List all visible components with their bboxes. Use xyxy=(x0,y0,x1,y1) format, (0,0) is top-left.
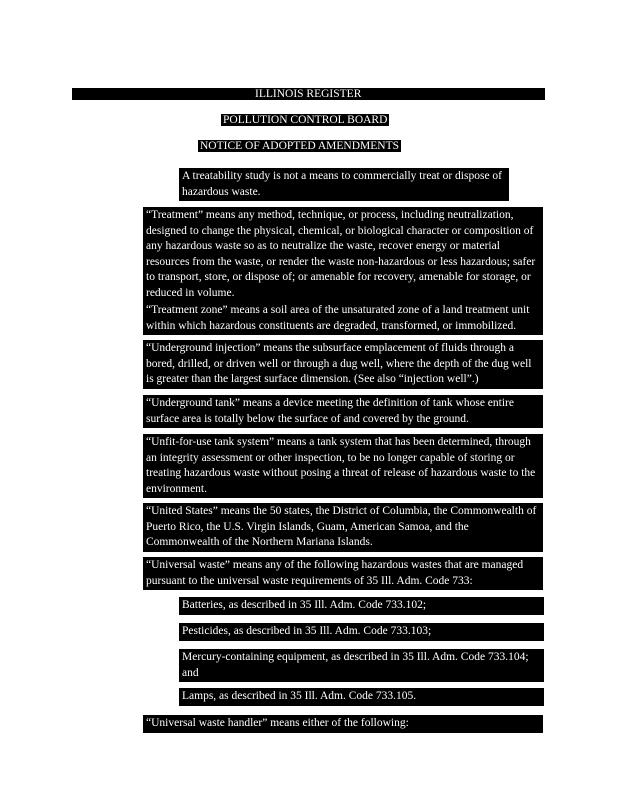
paragraph-united-states: “United States” means the 50 states, the District of Columbia, the Commonwealth of Puerto Rico, the U.S. Virgin Islands, Guam, American Samoa, and the Commonwealth of the Northern Mariana Islands. xyxy=(143,503,543,552)
paragraph-treatment-zone: “Treatment zone” means a soil area of the unsaturated zone of a land treatment unit within which hazardous constituents are degraded, transformed, or immobilized. xyxy=(143,302,543,335)
list-item-mercury: Mercury-containing equipment, as described in 35 Ill. Adm. Code 733.104; and xyxy=(179,649,544,682)
paragraph-unfit-tank-system: “Unfit-for-use tank system” means a tank system that has been determined, through an integrity assessment or other inspection, to be no longer capable of storing or treating hazardous waste without posing a threat of release of hazardous waste to the environment. xyxy=(143,434,543,498)
paragraph-treatment: “Treatment” means any method, technique, or process, including neutralization, designed to change the physical, chemical, or biological character or composition of any hazardous waste so as to neutralize the waste, recover energy or material resources from the waste, or render the waste non-hazardous or less hazardous; safer to transport, store, or dispose of; or amenable for recovery, amenable for storage, or reduced in volume. xyxy=(143,207,543,302)
board-title: POLLUTION CONTROL BOARD xyxy=(223,114,388,126)
register-title: ILLINOIS REGISTER xyxy=(255,88,362,100)
paragraph-universal-waste: “Universal waste” means any of the following hazardous wastes that are managed pursuant to the universal waste requirements of 35 Ill. Adm. Code 733: xyxy=(143,557,543,590)
paragraph-universal-waste-handler: “Universal waste handler” means either of the following: xyxy=(143,715,543,733)
paragraph-underground-injection: “Underground injection” means the subsurface emplacement of fluids through a bored, drilled, or driven well or through a dug well, where the depth of the dug well is greater than the largest surface dimension. (See also “injection well”.) xyxy=(143,340,543,389)
list-item-batteries: Batteries, as described in 35 Ill. Adm. Code 733.102; xyxy=(179,597,544,615)
notice-title: NOTICE OF ADOPTED AMENDMENTS xyxy=(200,140,400,152)
list-item-pesticides: Pesticides, as described in 35 Ill. Adm. Code 733.103; xyxy=(179,623,544,641)
paragraph-treatability: A treatability study is not a means to commercially treat or dispose of hazardous waste. xyxy=(179,168,509,201)
paragraph-underground-tank: “Underground tank” means a device meeting the definition of tank whose entire surface area is totally below the surface of and covered by the ground. xyxy=(143,395,543,428)
list-item-lamps: Lamps, as described in 35 Ill. Adm. Code 733.105. xyxy=(179,688,544,706)
